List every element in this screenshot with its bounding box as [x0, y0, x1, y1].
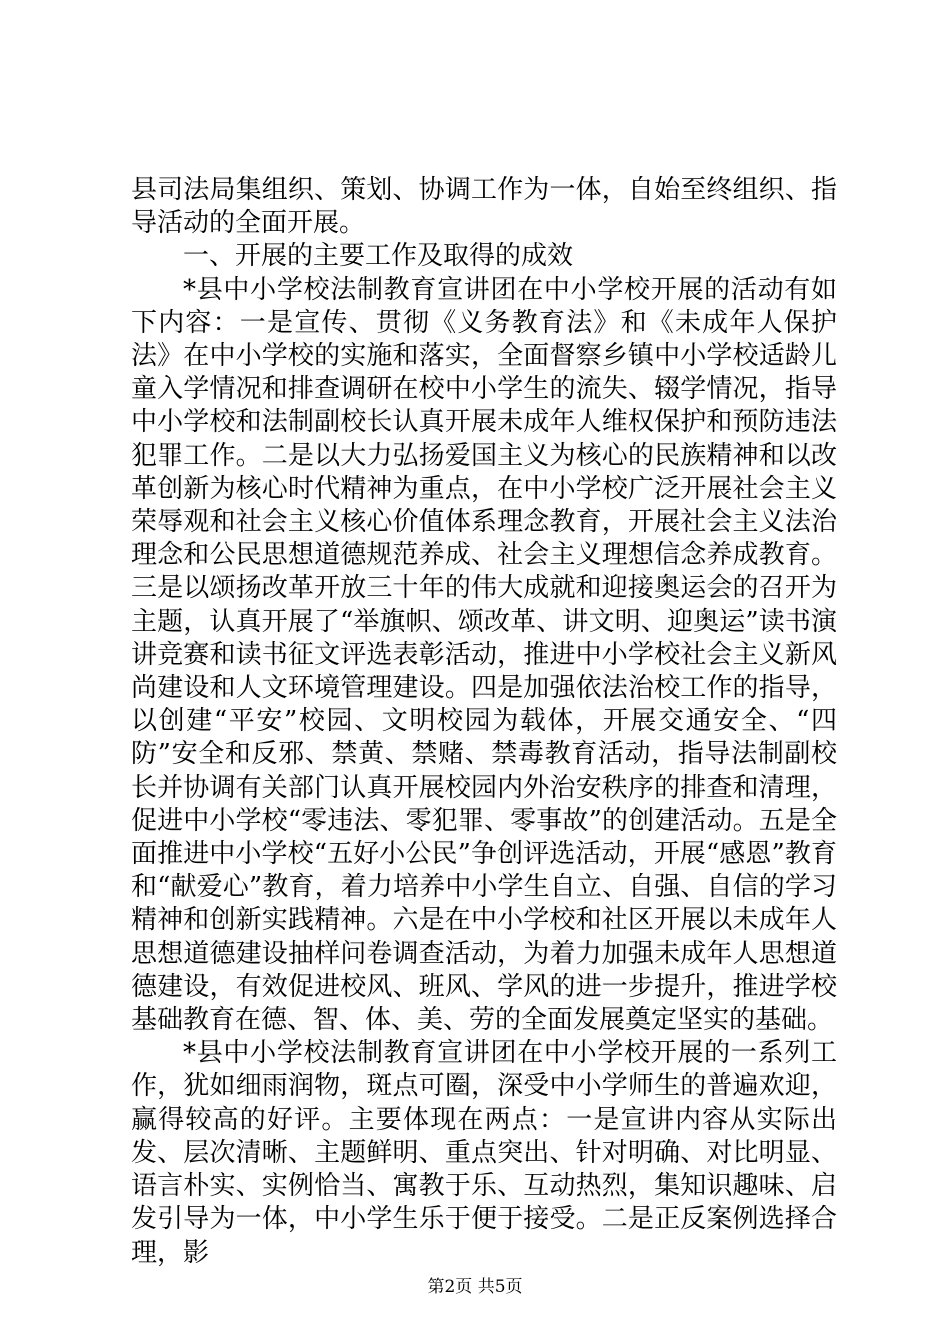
paragraph-continuation: 县司法局集组织、策划、协调工作为一体，自始至终组织、指导活动的全面开展。 [131, 175, 837, 239]
section-heading: 一、开展的主要工作及取得的成效 [183, 241, 574, 272]
paragraph-evaluation: *县中小学校法制教育宣讲团在中小学校开展的一系列工作，犹如细雨润物，斑点可圈，深受中小学师生的普遍欢迎，赢得较高的好评。主要体现在两点：一是宣讲内容从实际出发、层次清晰、主题鲜明、重点突出、针对明确、对比明显、语言朴实、实例恰当、寓教于乐、互动热烈，集知识趣味、启发引导为一体，中小学生乐于便于接受。二是正反案例选择合理，影 [131, 1038, 837, 1268]
page-number-footer: 第2页 共5页 [427, 1277, 523, 1297]
document-body [131, 174, 837, 1270]
paragraph-activities: *县中小学校法制教育宣讲团在中小学校开展的活动有如下内容：一是宣传、贯彻《义务教育法》和《未成年人保护法》在中小学校的实施和落实，全面督察乡镇中小学校适龄儿童入学情况和排查调研在校中小学生的流失、辍学情况，指导中小学校和法制副校长认真开展未成年人维权保护和预防违法犯罪工作。二是以大力弘扬爱国主义为核心的民族精神和以改革创新为核心时代精神为重点，在中小学校广泛开展社会主义荣辱观和社会主义核心价值体系理念教育，开展社会主义法治理念和公民思想道德规范养成、社会主义理想信念养成教育。三是以颂扬改革开放三十年的伟大成就和迎接奥运会的召开为主题，认真开展了“举旗帜、颂改革、讲文明、迎奥运”读书演讲竞赛和读书征文评选表彰活动，推进中小学校社会主义新风尚建设和人文环境管理建设。四是加强依法治校工作的指导，以创建“平安”校园、文明校园为载体，开展交通安全、“四防”安全和反邪、禁黄、禁赌、禁毒教育活动，指导法制副校长并协调有关部门认真开展校园内外治安秩序的排查和清理，促进中小学校“零违法、零犯罪、零事故”的创建活动。五是全面推进中小学校“五好小公民”争创评选活动，开展“感恩”教育和“献爱心”教育，着力培养中小学生自立、自强、自信的学习精神和创新实践精神。六是在中小学校和社区开展以未成年人思想道德建设抽样问卷调查活动，为着力加强未成年人思想道德建设，有效促进校风、班风、学风的进一步提升，推进学校基础教育在德、智、体、美、劳的全面发展奠定坚实的基础。 [131, 274, 837, 1036]
